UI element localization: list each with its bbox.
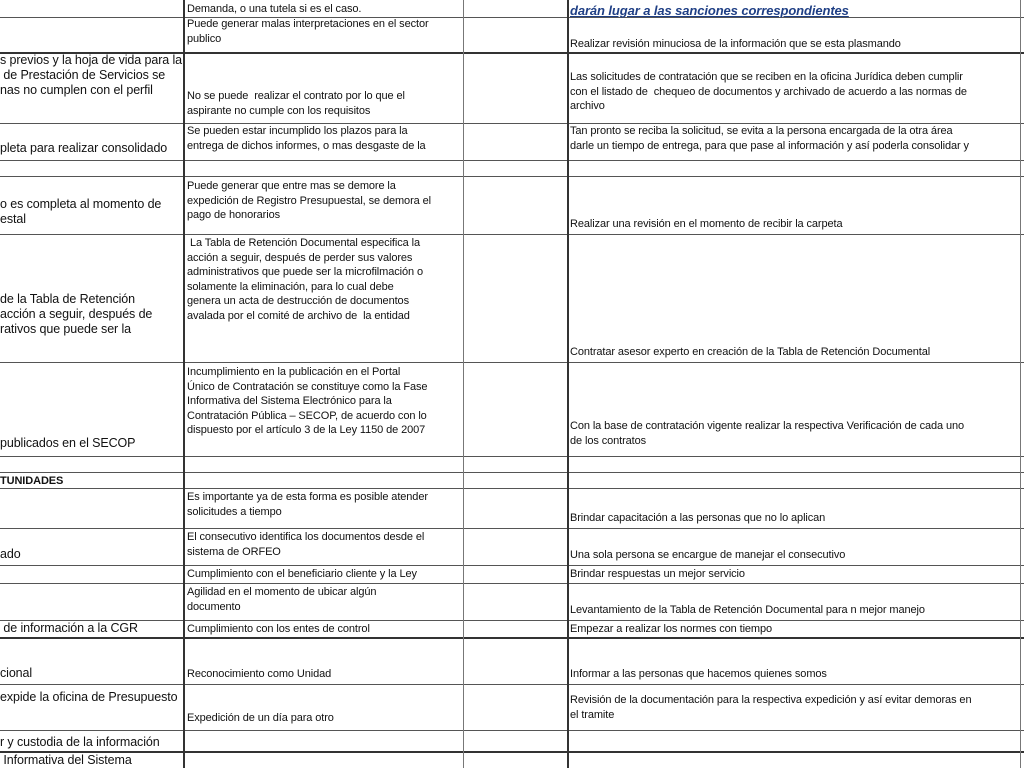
row-line bbox=[0, 583, 1024, 584]
row-line bbox=[0, 730, 1024, 731]
cell-action[interactable]: Realizar revisión minuciosa de la información que se esta plasmando bbox=[570, 38, 901, 50]
cell-effect[interactable]: No se puede realizar el contrato por lo que el aspirante no cumple con los requisitos bbox=[187, 90, 405, 117]
row-line bbox=[0, 160, 1024, 161]
cell-effect[interactable]: Demanda, o una tutela si es el caso. bbox=[187, 3, 362, 15]
cell-action[interactable]: Brindar respuestas un mejor servicio bbox=[570, 568, 745, 580]
cell-action[interactable]: Una sola persona se encargue de manejar el consecutivo bbox=[570, 549, 846, 561]
cell-action[interactable]: Con la base de contratación vigente realizar la respectiva Verificación de cada uno de los contratos bbox=[570, 420, 965, 447]
cell-cause[interactable]: de información a la CGR bbox=[0, 621, 138, 635]
row-line bbox=[0, 637, 1024, 639]
cell-effect[interactable]: Reconocimiento como Unidad bbox=[187, 668, 332, 680]
row-line bbox=[0, 565, 1024, 566]
cell-effect[interactable]: Cumplimiento con el beneficiario cliente y la Ley bbox=[187, 568, 417, 580]
cell-cause[interactable]: s previos y la hoja de vida para la de Prestación de Servicios se nas no cumplen con el perfil bbox=[0, 53, 183, 97]
cell-effect[interactable]: Expedición de un día para otro bbox=[187, 712, 334, 724]
cell-action[interactable]: Contratar asesor experto en creación de la Tabla de Retención Documental bbox=[570, 346, 931, 358]
cell-cause[interactable]: cional bbox=[0, 666, 33, 680]
cell-effect[interactable]: La Tabla de Retención Documental especifica la acción a seguir, después de perder sus valores administrativos que puede ser la microfilmación o solamente la eliminación, para lo cual debe genera un acta de destrucción de documentos avalada por el comité de archivo de la entidad bbox=[187, 237, 423, 322]
row-line bbox=[0, 488, 1024, 489]
cell-action[interactable]: Brindar capacitación a las personas que no lo aplican bbox=[570, 512, 826, 524]
cell-effect[interactable]: Se pueden estar incumplido los plazos para la entrega de dichos informes, o mas desgaste de la bbox=[187, 125, 426, 152]
cell-action[interactable]: Realizar una revisión en el momento de recibir la carpeta bbox=[570, 218, 843, 230]
cell-action[interactable]: Empezar a realizar los normes con tiempo bbox=[570, 623, 773, 635]
row-line bbox=[0, 456, 1024, 457]
row-line bbox=[0, 472, 1024, 473]
row-line bbox=[0, 620, 1024, 621]
cell-cause[interactable]: Informativa del Sistema bbox=[0, 753, 132, 767]
row-line bbox=[0, 528, 1024, 529]
cell-action[interactable]: Informar a las personas que hacemos quienes somos bbox=[570, 668, 827, 680]
row-line bbox=[0, 362, 1024, 363]
row-line bbox=[0, 17, 1024, 18]
cell-cause[interactable]: r y custodia de la información bbox=[0, 735, 160, 749]
cell-effect[interactable]: Puede generar malas interpretaciones en el sector publico bbox=[187, 18, 429, 45]
cell-cause[interactable]: pleta para realizar consolidado bbox=[0, 141, 168, 155]
section-heading[interactable]: TUNIDADES bbox=[0, 475, 64, 487]
row-line bbox=[0, 234, 1024, 235]
cell-effect[interactable]: Cumplimiento con los entes de control bbox=[187, 623, 370, 635]
cell-action[interactable]: Las solicitudes de contratación que se reciben en la oficina Jurídica deben cumplir con el listado de chequeo de documentos y archivado de acuerdo a las normas de archivo bbox=[570, 71, 967, 112]
cell-cause[interactable]: de la Tabla de Retención acción a seguir, después de rativos que puede ser la bbox=[0, 292, 153, 336]
cell-cause[interactable]: publicados en el SECOP bbox=[0, 436, 136, 450]
cell-effect[interactable]: El consecutivo identifica los documentos desde el sistema de ORFEO bbox=[187, 531, 425, 558]
cell-effect[interactable]: Incumplimiento en la publicación en el Portal Único de Contratación se constituye como la Fase Informativa del Sistema Electrónico para la Contratación Pública – SECOP, de acuerdo con lo dispuesto por el artículo 3 de la Ley 1150 de 2007 bbox=[187, 366, 428, 436]
cell-header-note[interactable]: darán lugar a las sanciones correspondientes bbox=[570, 3, 849, 18]
column-line bbox=[183, 0, 185, 768]
column-line bbox=[463, 0, 464, 768]
cell-effect[interactable]: Es importante ya de esta forma es posible atender solicitudes a tiempo bbox=[187, 491, 428, 518]
row-line bbox=[0, 751, 1024, 753]
cell-effect[interactable]: Agilidad en el momento de ubicar algún documento bbox=[187, 586, 377, 613]
row-line bbox=[0, 176, 1024, 177]
row-line bbox=[0, 684, 1024, 685]
cell-cause[interactable]: o es completa al momento de estal bbox=[0, 197, 162, 226]
cell-action[interactable]: Tan pronto se reciba la solicitud, se evita a la persona encargada de la otra área darle un tiempo de entrega, para que pase al información y así poderla consolidar y bbox=[570, 125, 969, 152]
column-line bbox=[1020, 0, 1021, 768]
cell-action[interactable]: Levantamiento de la Tabla de Retención Documental para n mejor manejo bbox=[570, 604, 925, 616]
cell-cause[interactable]: expide la oficina de Presupuesto bbox=[0, 690, 178, 704]
cell-action[interactable]: Revisión de la documentación para la respectiva expedición y así evitar demoras en el tramite bbox=[570, 694, 972, 721]
column-line bbox=[567, 0, 569, 768]
cell-cause[interactable]: ado bbox=[0, 547, 21, 561]
cell-effect[interactable]: Puede generar que entre mas se demore la expedición de Registro Presupuestal, se demora el pago de honorarios bbox=[187, 180, 431, 221]
